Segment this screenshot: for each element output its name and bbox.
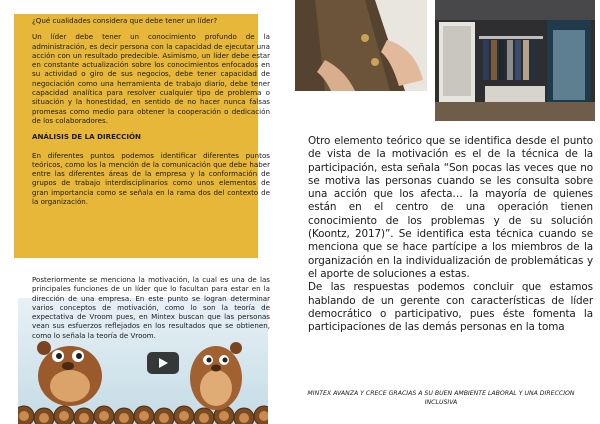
store-photo	[435, 0, 595, 121]
tailor-photo	[295, 0, 427, 91]
section-heading: ANÁLISIS DE LA DIRECCIÓN	[32, 132, 141, 142]
play-button[interactable]	[147, 352, 179, 374]
conclusion-paragraph: De las respuestas podemos concluir que estamos hablando de un gerente con características de líder democrático o participativo, pues éste fomenta la participaciones de las demás personas en la toma	[308, 281, 593, 334]
tailor-image-icon	[295, 0, 427, 91]
image-caption: MINTEX AVANZA Y CRECE GRACIAS A SU BUEN AMBIENTE LABORAL Y UNA DIRECCION INCLUSIVA	[307, 390, 575, 406]
leader-paragraph: Un líder debe tener un conocimiento profundo de la administración, es decir persona con la capacidad de ejecutar una acción con un resultado predecible. Asimismo, un líder debe estar en constante actualización sobre los conocimientos enfocados en su actividad o giro de sus negocios, debe tener capacidad de negociación como una herramienta de trabajo diario, debe tener capacidad analítica para resolver cualquier tipo de problema o situación y la honestidad, en sentido de no hacer nunca falsas promesas como medio para obtener la cooperación o dedicación de los colaboradores.	[32, 32, 270, 125]
motivation-paragraph: Posteriormente se menciona la motivación, la cual es una de las principales funciones de un líder que lo facultan para estar en la dirección de una empresa. En este punto se logran determinar varios conceptos de motivación, como lo son la teoría de expectativa de Vroom pues, en Mintex buscan que las personas vean sus esfuerzos reflejados en los resultados que se obtienen, como lo señala la teoría de Vroom.	[32, 275, 270, 340]
right-column	[308, 135, 593, 334]
direction-paragraph: En diferentes puntos podemos identificar diferentes puntos teóricos, como los la mención de la comunicación que debe haber entre las diferentes áreas de la empresa y la conformación de grupos de trabajo interdisciplinarios como unos elementos de gran importancia como se señala en la rama dos del contexto de la organización.	[32, 150, 270, 207]
question-heading: ¿Qué cualidades considera que debe tener un líder?	[32, 16, 218, 25]
left-column	[32, 16, 270, 213]
participation-paragraph: Otro elemento teórico que se identifica desde el punto de vista de la motivación es el de la técnica de la participación, esta señala “Son pocas las veces que no se motiva las personas cuando se les consulta sobre una acción que los afecta… la mayoría de quienes están en el centro de una operación tienen conocimiento de los problemas y de su solución (Koontz, 2017)”. Se identifica esta técnica cuando se menciona que se hace partícipe a los miembros de la organización en la individualización de problemáticas y el aporte de soluciones a estas.	[308, 135, 593, 280]
store-image-icon	[435, 0, 595, 121]
